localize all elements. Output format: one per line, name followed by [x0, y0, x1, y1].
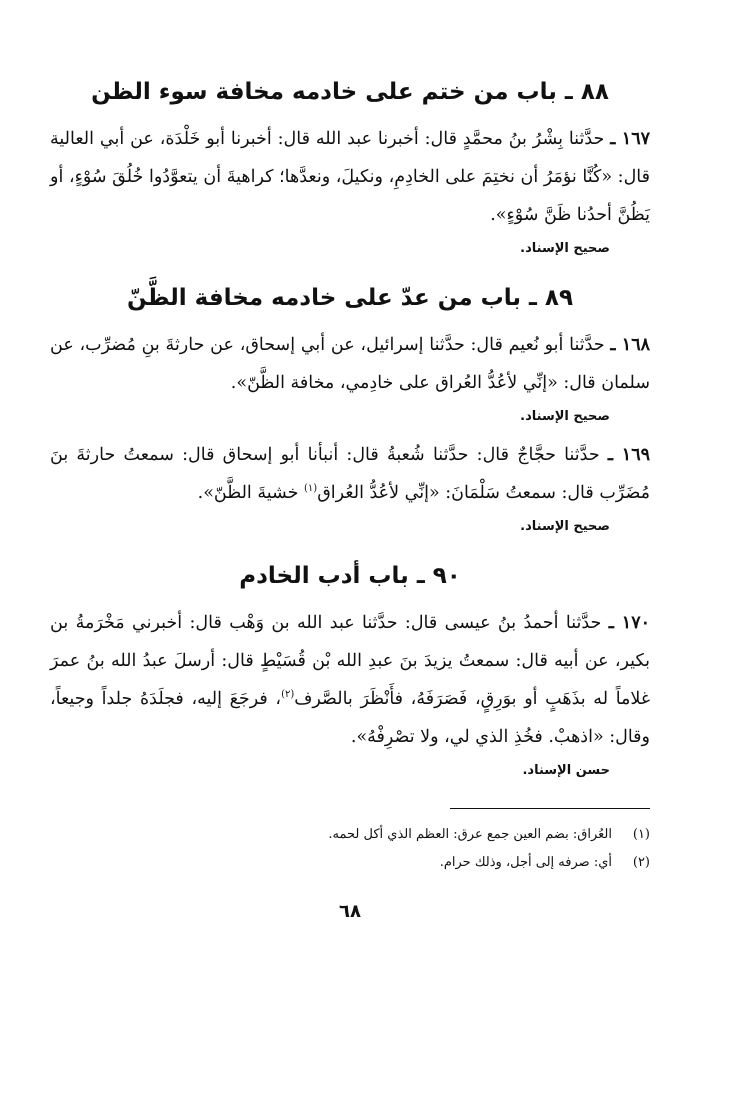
footnotes: [50, 821, 650, 877]
hadith-168: [50, 326, 650, 402]
chapter-88: [50, 72, 650, 262]
chapter-90: [50, 556, 650, 784]
hadith-167: [50, 120, 650, 234]
footnote-ref-2[interactable]: (٢): [281, 689, 295, 701]
hadith-text: حدَّثنا أحمدُ بنُ عيسى قال: حدَّثنا عبد الله بن وَهْب قال: أخبرني مَخْرَمةُ بن بكير، عن أبيه قال: سمعتُ يزيدَ بنَ عبدِ الله بْن قُسَيْطٍ قال: أرسلَ عبدُ الله بنُ عمرَ غلاماً له بذَهَبٍ أو بوَرِقٍ، فَصَرَفَهُ، فأَنْظَرَ بالصَّرف: [50, 613, 650, 709]
book-page: [50, 72, 650, 922]
footnote-2: [50, 849, 650, 877]
footnote-1: [50, 821, 650, 849]
hadith-number: ١٦٨ ـ: [610, 335, 650, 355]
hadith-text-tail: خشيةَ الظَّنّ».: [197, 483, 305, 503]
footnote-text: أي: صرفه إلى أجل، وذلك حرام.: [439, 855, 612, 870]
hadith-grade: صحيح الإسناد.: [520, 409, 610, 424]
footnote-text: العُراق: بضم العين جمع عرق: العظم الذي أكل لحمه.: [328, 827, 612, 842]
hadith-170: [50, 604, 650, 756]
footnote-number: (١): [632, 827, 650, 842]
hadith-text: حدَّثنا بِشْرُ بنُ محمَّدٍ قال: أخبرنا عبد الله قال: أخبرنا أبو خَلْدَة، عن أبي العالية قال: «كُنَّا نؤمَرُ أن نختِمَ على الخادِمِ، ونكيلَ، ونعدَّها؛ كراهيةَ أن يتعوَّدُوا خُلُقَ سُوْءٍ، أو يَظُنَّ أحدُنا ظَنَّ سُوْءٍ».: [50, 129, 650, 225]
hadith-number: ١٦٩ ـ: [607, 445, 650, 465]
chapter-heading: ٨٨ ـ باب من ختم على خادمه مخافة سوء الظن: [91, 79, 609, 105]
footnote-divider: [450, 808, 650, 809]
footnote-number: (٢): [632, 855, 650, 870]
hadith-text: حدَّثنا أبو نُعيم قال: حدَّثنا إسرائيل، عن أبي إسحاق، عن حارثةَ بنِ مُضرِّب، عن سلمان قال: «إنِّي لأعُدُّ العُراق على خادِمي، مخافة الظَّنّ».: [50, 335, 650, 393]
hadith-grade: صحيح الإسناد.: [520, 241, 610, 256]
chapter-89: [50, 278, 650, 540]
page-number: ٦٨: [339, 901, 361, 922]
hadith-text: حدَّثنا حجَّاجٌ قال: حدَّثنا شُعبةُ قال: أنبأنا أبو إسحاق قال: سمعتُ حارثةَ بنَ مُضَرِّب قال: سمعتُ سَلْمَانَ: «إنِّي لأعُدُّ العُراق: [50, 445, 650, 503]
hadith-169: [50, 436, 650, 512]
hadith-grade: حسن الإسناد.: [522, 763, 610, 778]
chapter-heading: ٨٩ ـ باب من عدّ على خادمه مخافة الظَّنّ: [127, 285, 573, 311]
hadith-text-tail: ، فرجَعَ إليه، فجلَدَهُ جلداً وجيعاً، وقال: «اذهبْ. فخُذِ الذي لي، ولا تصْرِفْهُ».: [50, 689, 650, 747]
footnote-ref-1[interactable]: (١): [304, 483, 318, 495]
hadith-number: ١٦٧ ـ: [610, 129, 650, 149]
chapter-heading: ٩٠ ـ باب أدب الخادم: [239, 563, 461, 589]
hadith-grade: صحيح الإسناد.: [520, 519, 610, 534]
hadith-number: ١٧٠ ـ: [608, 613, 650, 633]
